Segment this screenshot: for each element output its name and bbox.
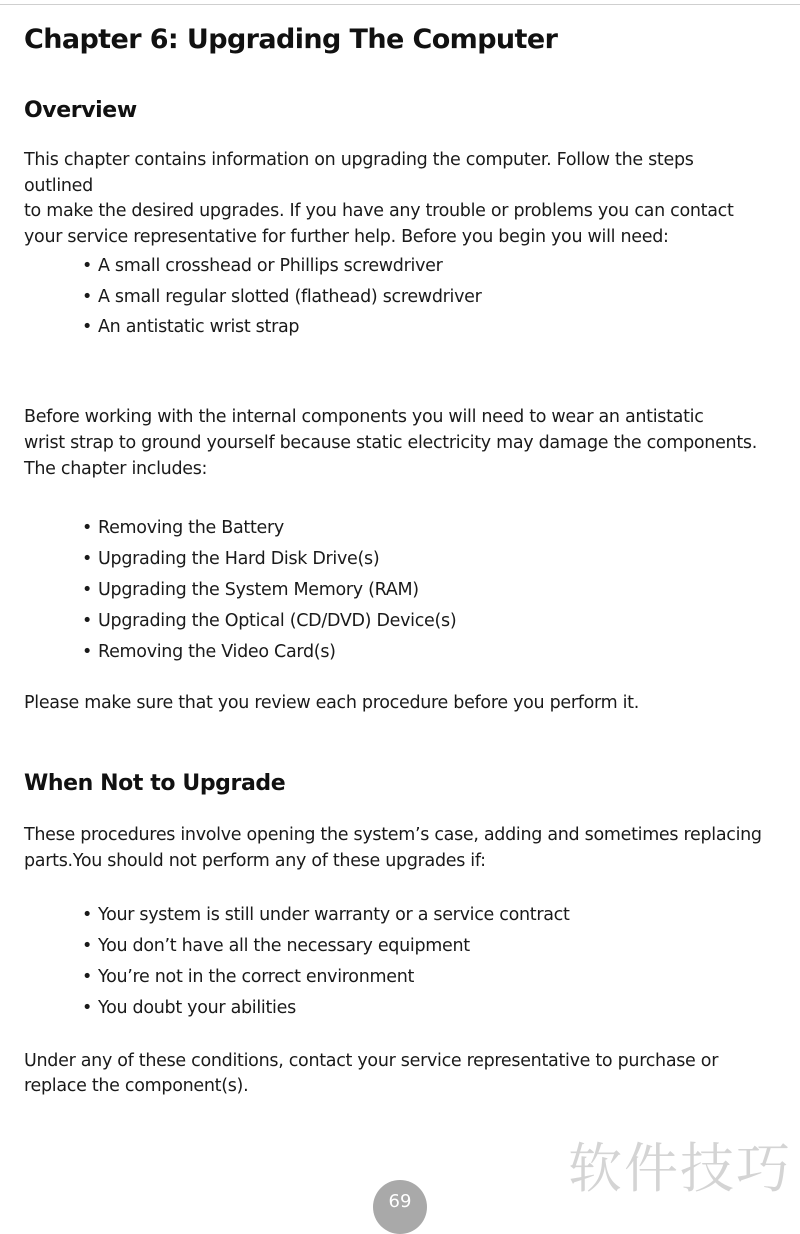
overview-intro-paragraph <box>24 148 800 251</box>
bullet-icon: • <box>82 255 93 276</box>
paragraph-line: Under any of these conditions, contact your service representative to purchase or <box>24 1050 719 1071</box>
chapter-title: Chapter 6: Upgrading The Computer <box>24 24 558 55</box>
bullet-icon: • <box>82 997 93 1018</box>
list-item: • A small crosshead or Phillips screwdriver <box>82 251 800 282</box>
bullet-icon: • <box>82 317 93 338</box>
list-item: • You don’t have all the necessary equipment <box>82 931 800 962</box>
when-not-heading: When Not to Upgrade <box>24 771 286 796</box>
paragraph-line: outlined <box>24 175 93 196</box>
overview-heading: Overview <box>24 98 137 123</box>
paragraph-line: These procedures involve opening the system’s case, adding and sometimes replacing <box>24 825 762 845</box>
paragraph-line: Before working with the internal components you will need to wear an antistatic <box>24 407 704 428</box>
bullet-icon: • <box>82 579 93 600</box>
list-item: • Upgrading the System Memory (RAM) <box>82 575 800 606</box>
bullet-icon: • <box>82 967 93 987</box>
document-page <box>24 22 800 1100</box>
chapter-topics-list <box>24 513 800 667</box>
watermark: 软件技巧 <box>568 1137 792 1200</box>
bullet-icon: • <box>82 641 93 662</box>
review-note: Please make sure that you review each procedure before you perform it. <box>24 693 640 714</box>
paragraph-line: wrist strap to ground yourself because static electricity may damage the components. <box>24 432 757 453</box>
list-item: • Your system is still under warranty or a service contract <box>82 900 800 931</box>
top-rule <box>0 0 800 5</box>
static-warning-paragraph <box>24 405 800 482</box>
paragraph-line: replace the component(s). <box>24 1076 249 1097</box>
list-item: • You doubt your abilities <box>82 993 800 1024</box>
paragraph-line: This chapter contains information on upgrading the computer. Follow the steps <box>24 150 694 170</box>
bullet-icon: • <box>82 518 93 539</box>
paragraph-line: to make the desired upgrades. If you have any trouble or problems you can contact <box>24 201 734 222</box>
paragraph-line: your service representative for further help. Before you begin you will need: <box>24 227 669 248</box>
bullet-icon: • <box>82 936 93 957</box>
paragraph-line: The chapter includes: <box>24 458 208 479</box>
list-item: • A small regular slotted (flathead) screwdriver <box>82 282 800 313</box>
paragraph-line: parts.You should not perform any of these upgrades if: <box>24 850 486 871</box>
list-item: • Removing the Video Card(s) <box>82 637 800 668</box>
closing-paragraph <box>24 1049 800 1100</box>
list-item: • Upgrading the Hard Disk Drive(s) <box>82 544 800 575</box>
list-item: • Upgrading the Optical (CD/DVD) Device(s) <box>82 606 800 637</box>
bullet-icon: • <box>82 286 93 307</box>
when-not-intro-paragraph <box>24 823 800 874</box>
list-item: • You’re not in the correct environment <box>82 962 800 993</box>
page-number-badge: 69 <box>373 1180 427 1234</box>
bullet-icon: • <box>82 610 93 631</box>
conditions-list <box>24 900 800 1023</box>
list-item: • Removing the Battery <box>82 513 800 544</box>
bullet-icon: • <box>82 905 93 926</box>
list-item: • An antistatic wrist strap <box>82 312 800 343</box>
bullet-icon: • <box>82 549 93 570</box>
tools-list <box>24 251 800 343</box>
